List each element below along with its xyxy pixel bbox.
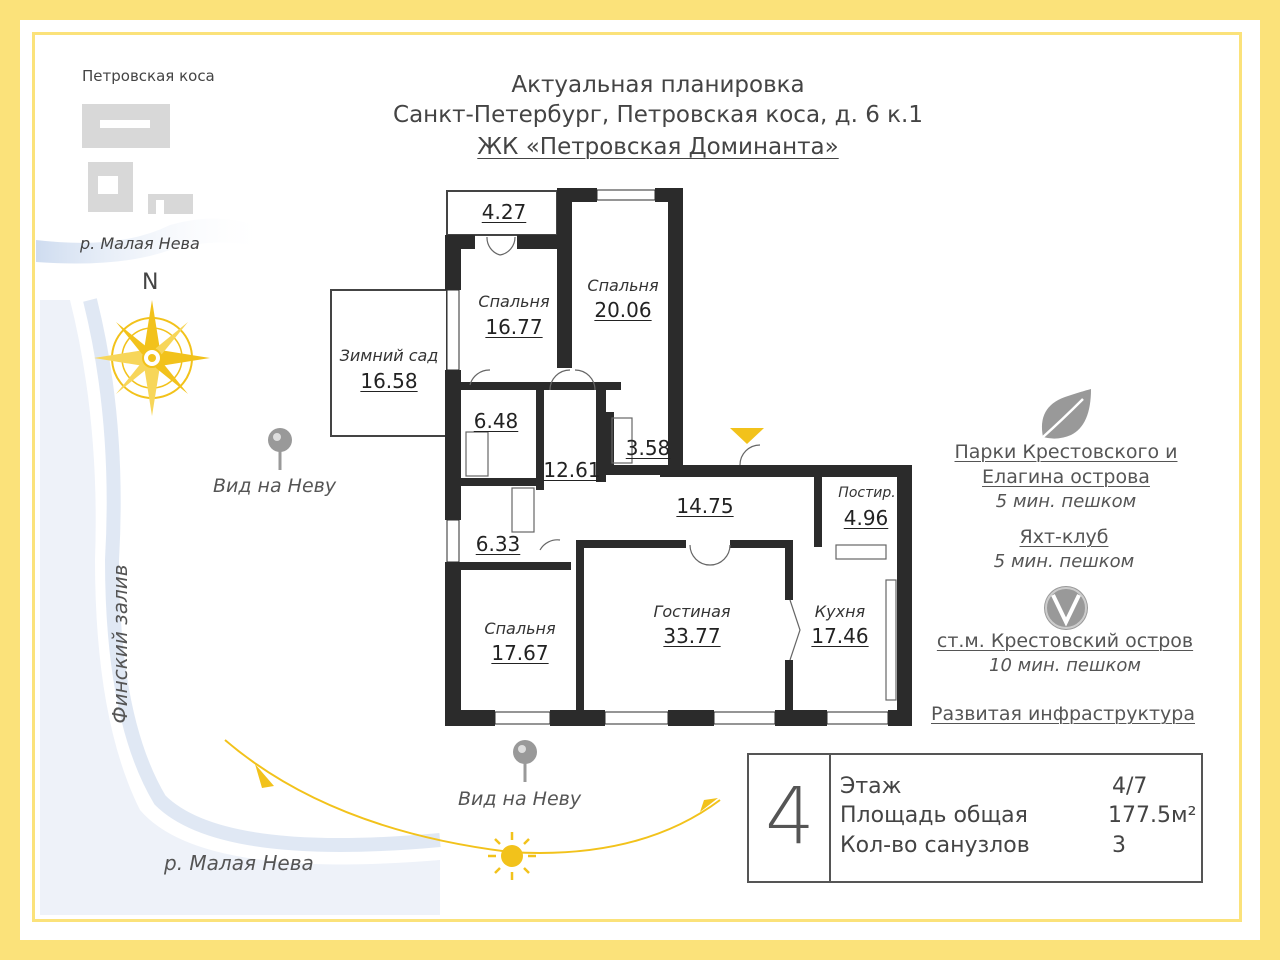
room-name-bedroom-2: Спальня (587, 276, 659, 295)
page-address: Санкт-Петербург, Петровская коса, д. 6 к.1 (393, 102, 923, 128)
view-pin-icon-bottom (513, 740, 537, 782)
sun-icon (488, 832, 536, 880)
sun-path-arrow-left (255, 764, 274, 788)
location-map-buildings (82, 104, 193, 214)
baths-value: 3 (1112, 833, 1126, 858)
room-area-laundry: 4.96 (843, 506, 889, 530)
river-label: р. Малая Нева (164, 851, 314, 875)
rooms-count: 4 (765, 772, 815, 862)
room-area-corridor: 14.75 (676, 494, 734, 518)
room-area-kitchen: 17.46 (811, 624, 869, 648)
room-area-winter-garden: 16.58 (360, 369, 418, 393)
amenity-parks-time: 5 мин. пешком (995, 491, 1137, 512)
room-name-winter-garden: Зимний сад (339, 346, 439, 365)
room-area-bath-2: 6.33 (475, 532, 521, 556)
amenity-yacht-link[interactable]: Яхт-клуб (1019, 526, 1109, 548)
metro-icon (1044, 586, 1088, 630)
amenity-metro-time: 10 мин. пешком (989, 655, 1141, 676)
sun-path-arrow-right (700, 798, 718, 812)
room-area-wc: 3.58 (625, 436, 671, 460)
room-name-living: Гостиная (653, 602, 731, 621)
location-map-district: Петровская коса (82, 67, 215, 85)
room-area-bath-1: 6.48 (473, 409, 519, 433)
amenity-infrastructure-link[interactable]: Развитая инфраструктура (931, 703, 1195, 725)
room-area-hall: 12.61 (543, 458, 601, 482)
gulf-label: Финский залив (108, 564, 132, 724)
amenity-parks-link-2[interactable]: Елагина острова (982, 466, 1150, 488)
complex-name-link[interactable]: ЖК «Петровская Доминанта» (477, 134, 839, 160)
floor-label: Этаж (840, 774, 902, 799)
view-label-bottom: Вид на Неву (458, 788, 582, 810)
page-title: Актуальная планировка (511, 72, 805, 98)
entrance-marker (730, 428, 764, 444)
compass-north: N (142, 270, 159, 295)
room-area-bedroom-2: 20.06 (594, 298, 652, 322)
area-value: 177.5м² (1108, 803, 1197, 828)
room-name-bedroom-3: Спальня (484, 619, 556, 638)
view-pin-icon-left (268, 428, 292, 470)
location-map-river: р. Малая Нева (80, 234, 200, 253)
amenity-metro-link[interactable]: ст.м. Крестовский остров (936, 630, 1194, 652)
baths-label: Кол-во санузлов (840, 833, 1030, 858)
room-name-bedroom-1: Спальня (478, 292, 550, 311)
amenity-yacht-time: 5 мин. пешком (993, 551, 1135, 572)
room-area-balcony: 4.27 (481, 200, 527, 224)
room-area-bedroom-1: 16.77 (485, 315, 543, 339)
room-name-kitchen: Кухня (814, 602, 866, 621)
view-label-left: Вид на Неву (213, 475, 337, 497)
room-area-bedroom-3: 17.67 (491, 641, 549, 665)
area-label: Площадь общая (840, 803, 1028, 828)
floor-value: 4/7 (1112, 774, 1148, 799)
room-name-laundry: Постир. (838, 485, 896, 501)
amenity-parks-link[interactable]: Парки Крестовского и (954, 441, 1178, 463)
room-area-living: 33.77 (663, 624, 721, 648)
leaf-icon (1042, 389, 1091, 439)
